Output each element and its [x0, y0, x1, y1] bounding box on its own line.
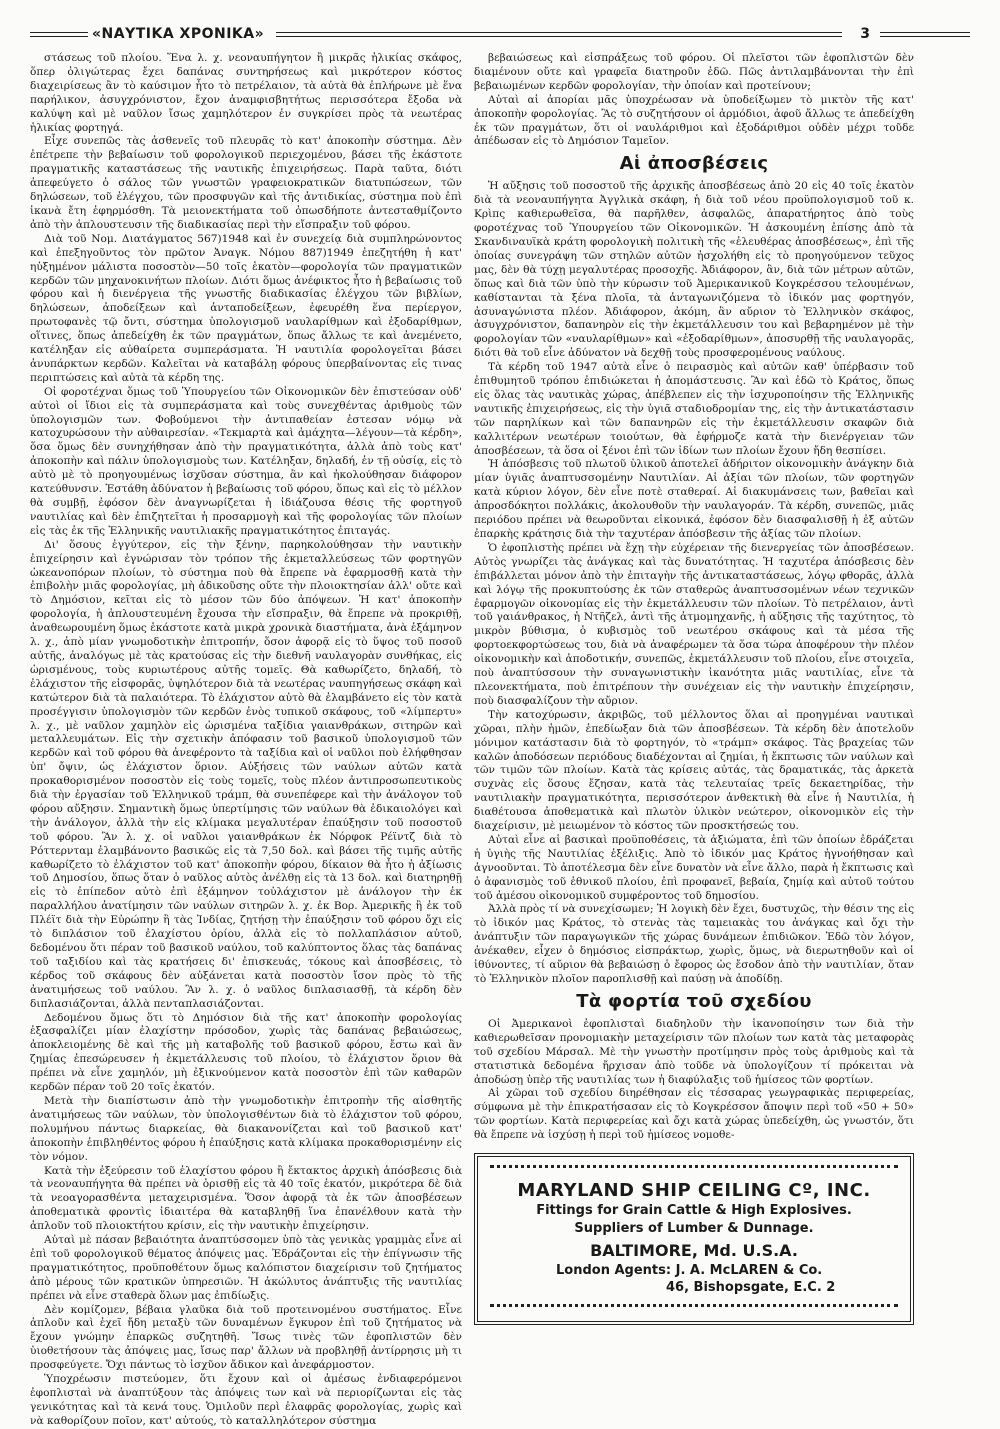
advert-agents: London Agents: J. A. McLAREN & Co. — [556, 1263, 823, 1279]
header-rule-left — [30, 32, 88, 37]
article-paragraph: Ὑποχρέωσιν πιστεύομεν, ὅτι ἔχουν καὶ οἱ ἀμέσως ἐνδιαφερόμενοι ἐφοπλισταὶ νὰ ἀναπτύξουν τὰς ἀπόψεις των καὶ νὰ περιορίζωνται εἰς τὰς γενικότητας καὶ τὰ κενά τους. Ὁμιλοῦν περὶ ἐλαφρᾶς φορολογίας, χωρὶς καὶ νὰ καθορίζουν ποῖον, κατ' αὐτούς, τὸ καταλληλότερον σύστημα — [30, 1373, 462, 1427]
advertisement-box — [474, 1153, 914, 1325]
article-paragraph: Διὰ τοῦ Νομ. Διατάγματος 567)1948 καὶ ἐν συνεχείᾳ διὰ συμπληρώνοντος καὶ ἐπεξηγοῦντος τὸν πρῶτον Ἀναγκ. Νόμου 887)1949 ἐπεζητήθη ἡ κατ' ηὐξημένον μάλιστα ποσοστὸν—50 τοῖς ἑκατὸν—φορολογία τῶν πραγματικῶν κερδῶν τῶν μηχανοκινήτων πλοίων. Διότι ὅμως ἀνέφικτος ἦτο ἡ βεβαίωσις τοῦ φόρου καὶ ἡ διενέργεια τῆς γνωστῆς διαδικασίας ἐλέγχου τῶν βιβλίων, δηλώσεων, ἀποδείξεων καὶ ἀνταποδείξεων, ἐφευρέθη ἕνα περίεργον, πρωτοφανὲς τῷ ὄντι, σύστημα ὑπολογισμοῦ ναυλαρίθμων καὶ ἐξοδαρίθμων, οἵτινες, ὅπως ἀπεδείχθη ἐκ τῶν πραγμάτων, ὅπως ἄλλως τε καὶ ἀνεμένετο, κατέληξαν εἰς αὐθαίρετα συμπεράσματα. Ἡ ναυτιλία φορολογεῖται βάσει ἀνυπάρκτων κερδῶν. Καλεῖται νὰ καταβάλῃ φόρους ὑπερβαίνοντας εἰς τινας περιπτώσεις καὶ αὐτὰ τὰ κέρδη της. — [30, 232, 462, 384]
section-title-depreciation: Αἱ ἀποσβέσεις — [619, 153, 769, 175]
article-paragraph: στάσεως τοῦ πλοίου. Ἕνα λ. χ. νεοναυπήγητον ἢ μικρᾶς ἡλικίας σκάφος, ὅπερ ὀλιγώτερας ἔχει δαπάνας συντηρήσεως καὶ μικρότερον κόστος διαχειρίσεως ἂν τὸ καύσιμον ἦτο τὸ πετρέλαιον, τὰ αὐτὰ θὰ ἐπλήρωνε μὲ ἕνα παρήλικον, ἀσυγχρόνιστον, ἔχον ἀναμφισβητήτως περισσότερα ἔξοδα νὰ καλύψη καὶ μὲ ναῦλον ἴσως χαμηλότερον ἐν συγκρίσει πρὸς τὰ νεωτέρας ἡλικίας φορτηγά. — [30, 52, 462, 134]
article-paragraph: Τὴν κατοχύρωσιν, ἀκριβῶς, τοῦ μέλλοντος ὅλαι αἱ προηγμέναι ναυτικαὶ χῶραι, πλὴν ἡμῶν, ἐπεδίωξαν διὰ τῶν ἀποσβέσεων. Τὰ κέρδη δὲν ἀποτελοῦν μόνιμον κατάστασιν διὰ τὸ φορτηγόν, τὸ «τράμπ» σκάφος. Τὰς βραχείας τῶν καλῶν ἀποδόσεων περιόδους διαδέχονται αἱ ζημίαι, ἡ ἔκπτωσις τῶν ναύλων καὶ τῶν τιμῶν τῶν πλοίων. Κατὰ τὰς κρίσεις αὐτάς, τὰς δραματικάς, τὰς ἀρκετὰ συχνὰς εἰς ὅσους ἔζησαν, κατὰ τὰς τελευταίας τρεῖς δεκαετηρίδας, τὴν ναυτιλιακὴν πραγματικότητα, περισσότερον ἀνθεκτικὴ θὰ εἶνε ἡ Ναυτιλία, ἡ διαθέτουσα ἀποθεματικὰ καὶ πλωτὸν ὑλικὸν νεώτερον, οἰκονομικὸν εἰς τὴν διαχείρισιν, μὲ μειωμένον τὸ κόστος τῶν προσκτήσεώς του. — [474, 708, 914, 833]
advert-border-top — [490, 1165, 898, 1174]
advert-line: Suppliers of Lumber & Dunnage. — [574, 1221, 814, 1237]
article-paragraph: Αἱ χῶραι τοῦ σχεδίου διηρέθησαν εἰς τέσσαρας γεωγραφικὰς περιφερείας, σύμφωνα μὲ τὴν ἐπικρατήσασαν εἰς τὸ Κογκρέσσον ἄποψιν περὶ τοῦ «50 + 50» τῶν φορτίων. Κατὰ περιφερείας καὶ ὄχι κατὰ χώρας ὑπεδείχθη, ὡς γνωστόν, ὅτι θὰ ἔπρεπε νὰ ἰσχύσῃ ἡ περὶ τοῦ ἡμίσεος νομοθε- — [474, 1087, 914, 1142]
article-paragraph: Εἶχε συνεπῶς τὰς ἀσθενεῖς τοῦ πλευρᾶς τὸ κατ' ἀποκοπὴν σύστημα. Δὲν ἐπέτρεπε τὴν βεβαίωσιν τοῦ φορολογικοῦ περιεχομένου, βάσει τῆς ἑκάστοτε πραγματικῆς καταστάσεως τῆς ναυτικῆς ἐπιχειρήσεως. Παρὰ ταῦτα, διότι ἀπεφεύγετο ὁ σάλος τῶν γνωστῶν γραφειοκρατικῶν διατυπώσεων, τῶν δηλώσεων, τοῦ ἐλέγχου, τῶν προσφυγῶν καὶ τῆς ἀντιδικίας, σύστημα ποὺ ἐπὶ ἱκανὰ ἔτη ἐφηρμόσθη. Τὰ μειονεκτήματα τοῦ ὁπωσδήποτε ἀντεσταθμίζοντο ἀπὸ τὴν ἁπλουστευσιν τῆς διαδικασίας περὶ τὴν εἴσπραξιν τοῦ φόρου. — [30, 135, 462, 231]
article-paragraph: Οἱ φοροτέχναι ὅμως τοῦ Ὑπουργείου τῶν Οἰκονομικῶν δὲν ἐπιστεύσαν οὐδ' αὐτοὶ οἱ ἴδιοι εἰς τὰ συμπεράσματα καὶ τοὺς συνεχθέντας ἀριθμοὺς τῶν ὑπολογισμῶν των. Φοβούμενοι τὴν ἀντιπαθείαν ἐστεσαν νόμῳ νὰ κατοχυρώσουν τὴν αὐθαιρεσίαν. «Τεκμαρτὰ καὶ ἁμάχητα—λέγουν—τὰ κέρδη», ὅσα ὅμως δὲν συνηχήθησαν ἀπὸ τὴν πραγματικότητα, ἀλλὰ ἀπὸ τοὺς κατ' ἀποκοπὴν καὶ πάλιν ὑπολογισμοὺς των. Κατέληξαν, δηλαδή, ἐν τῇ οὐσίᾳ, εἰς τὸ αὐτὸ μὲ τὸ προηγουμένως ἰσχῦσαν σύστημα, ἂν καὶ ἠκολούθησαν διάφορον κατεύθυνσιν. Ἐστάθη ἀδύνατον ἡ βεβαίωσις τοῦ φόρου, ὅπως καὶ εἰς τὸ μέλλον θὰ συμβῇ, ἐφόσον δὲν ἀναγνωρίζεται ἡ ἰδιάζουσα θέσις τῆς φορτηγοῦ ναυτιλίας καὶ δὲν ἐπιζητεῖται ἡ προσαρμογὴ καὶ τῆς φορολογίας τῶν πλοίων εἰς τὰς ἐκ τῆς Ἑλληνικῆς ναυτιλιακῆς πραγματικότητος ἐπιταγάς. — [30, 385, 463, 537]
page-header — [30, 22, 970, 46]
page-number: 3 — [860, 26, 870, 42]
header-rule-right — [880, 32, 970, 37]
article-paragraph: Κατὰ τὴν ἐξεύρεσιν τοῦ ἐλαχίστου φόρου ἢ ἔκτακτος ἀρχικὴ ἀπόσβεσις διὰ τὰ νεοναυπήγητα θὰ πρέπει νὰ ὁρισθῇ εἰς τὰ 40 τοῖς ἑκατόν, μικρότερα δὲ διὰ τὰ νεοαγορασθέντα μεταχειρισμένα. Ὅσον ἀφορᾷ τὰ ἐκ τῶν ἀποσβέσεων ἀποθεματικὰ φροντὶς ἰδιαιτέρα θὰ καταβληθῇ ἵνα ἐπανέλθουν κατὰ τὴν ἁπλοῦν τοῦ πλοιοκτήτου κρίσιν, εἰς τὴν ναυτικὴν ἐπιχείρησιν. — [30, 1164, 462, 1233]
article-paragraph: Δι' ὅσους ἐγγύτερον, εἰς τὴν ξένην, παρηκολούθησαν τὴν ναυτικὴν ἐπιχείρησιν καὶ ἐγνώρισαν τὸν τρόπον τῆς ἐκμεταλλεύσεως τῶν φορτηγῶν ὠκεανοπόρων πλοίων, τὸ σύστημα ποὺ θὰ ἔπρεπε νὰ ἐφαρμοσθῇ κατὰ τὴν ἐπιβολὴν μιᾶς φορολογίας, μὴ ἀδικοῦσης οὔτε τὴν πλοιοκτησίαν ἀλλ' οὔτε καὶ τὸ Δημόσιον, κεῖται εἰς τὸ μέσον τῶν δύο ἀπόψεων. Ἡ κατ' ἀποκοπὴν φορολογία, ἡ ἁπλουστευμένη ἔχουσα τὴν εἴσπραξιν, θὰ ἔπρεπε νὰ προκριθῇ, ἀναθεωρουμένη ὅμως ἑκάστοτε κατὰ μικρὰ χρονικὰ διαστήματα, ἀνὰ ἑξάμηνον λ. χ., ἀπὸ μίαν γνωμοδοτικὴν ἐπιτροπήν, ὅσον ἀφορᾷ εἰς τὸ ὕψος τοῦ ποσοῦ αὐτῆς, ἀναλόγως μὲ τὰς κρατούσας εἰς τὴν διεθνῆ ναυλαγορὰν συνθήκας, εἰς ὡρισμένους, τοὺς κυριωτέρους αὐτῆς τομεῖς. Θὰ καθωρίζετο, δηλαδή, τὸ ἐλάχιστον τῆς εἰσφορᾶς, ὑψηλότερον διὰ τὰ νεωτέρας ναυπηγήσεως σκάφη καὶ κατώτερον διὰ τὰ παλαιότερα. Τὸ ἐλάχιστον αὐτὸ θὰ ἐλαμβάνετο εἰς τὸν κατὰ προσέγγισιν ὑπολογισμὸν τῶν κερδῶν ἐνὸς τυπικοῦ σκάφους, τοῦ «λίμπερτυ» λ. χ., μὲ ναῦλον χαμηλὸν εἰς ὡρισμένα ταξίδια γαιανθράκων, σιτηρῶν καὶ μεταλλευμάτων. Εἰς τὴν σχετικὴν ἀπόφασιν τοῦ βασικοῦ ὑπολογισμοῦ τῶν κερδῶν καὶ τοῦ φόρου θὰ ἀνεφέροντο τὰ ταξίδια καὶ οἱ ναῦλοι ποὺ ἐλήφθησαν ὑπ' ὄψιν, ὡς ἐλάχιστον ὅριον. Αὐξήσεις τῶν ναύλων αὐτῶν κατὰ προκαθορισμένον ποσοστὸν εἰς τοὺς τομεῖς, τοὺς πλέον ἀντιπροσωπευτικοὺς διὰ τὴν ἐργασίαν τοῦ Ἑλληνικοῦ τράμπ, θὰ συνεπέφερε καὶ τὴν ἀνάλογον τοῦ φόρου αὔξησιν. Σημαντικὴ ὅμως ὑπερτίμησις τῶν ναύλων θὰ ἐδικαιολόγει καὶ τὴν ἀνάλογον, ἀλλὰ τὴν εἰς κλίμακα μεγαλυτέραν ἐπαύξησιν τοῦ ποσοστοῦ τοῦ φόρου. Ἂν λ. χ. οἱ ναῦλοι γαιανθράκων ἐκ Νόρφοκ Ρέϊντζ διὰ τὸ Ρόττερνταμ ἐλαμβάνοντο βασικῶς εἰς τὰ 7,50 δολ. καὶ βάσει τῆς τιμῆς αὐτῆς καθωρίζετο τὸ ἐλάχιστον τοῦ κατ' ἀποκοπὴν φόρου, δίκαιον θὰ ἦτο ἡ ἀξίωσις τοῦ Δημοσίου, ὅπως ὅταν ὁ ναῦλος αὐτὸς ἀνέλθῃ εἰς τὰ 13 δολ. καὶ διατηρηθῇ εἰς τὸ ἐπίπεδον αὐτὸ ἐπὶ ἑξάμηνον τοὐλάχιστον μὲ ἀνάλογον τὴν ἐκ παραλλήλου ἀνατίμησιν τῶν ναύλων σιτηρῶν λ. χ. ἐκ Βορ. Ἀμερικῆς ἢ ἐκ τοῦ Πλέϊτ διὰ τὴν Εὐρώπην ἢ τὰς Ἰνδίας, ζητήσῃ τὴν ἐπαύξησιν τοῦ φόρου ὄχι εἰς τὸ διπλάσιον τοῦ ἐλαχίστου ὁρίου, ἀλλὰ εἰς τὸ πολλαπλάσιον αὐτοῦ, δεδομένου ὅτι πέραν τοῦ βασικοῦ ναύλου, τοῦ καλύπτοντος ὅλας τὰς δαπάνας τοῦ ταξιδίου καὶ τὰς κρατήσεις δι' ἐπισκευάς, τόκους καὶ ἀποσβέσεις, τὸ κέρδος τοῦ σκάφους δὲν αὐξάνεται κατὰ ποσοστὸν ἴσον πρὸς τὸ τῆς ἀνατιμήσεως τοῦ ναύλου. Ἂν λ. χ. ὁ ναῦλος διπλασιασθῇ, τὰ κέρδη δὲν διπλασιάζονται, ἀλλὰ πενταπλασιάζονται. — [30, 538, 462, 1010]
article-paragraph: Αὐταὶ εἶνε αἱ βασικαὶ προϋποθέσεις, τὰ ἀξιώματα, ἐπὶ τῶν ὁποίων ἐδράζεται ἡ ὑγιὴς τῆς Ναυτιλίας ἐξέλιξις. Ἀπὸ τὸ ἰδικόν μας Κράτος ἠγνοήθησαν καὶ ἀγνοοῦνται. Τὸ ἀποτέλεσμα δὲν εἶνε δυνατὸν νὰ εἶνε ἄλλο, παρὰ ἡ ἔκπτωσις καὶ ὁ ἀφανισμὸς τοῦ ἐθνικοῦ πλοίου, ἐπὶ προφανεῖ, βεβαία, ζημίᾳ καὶ αὐτοῦ τούτου τοῦ ἀμέσου οἰκονομικοῦ συμφέροντος τοῦ δημοσίου. — [474, 833, 914, 902]
article-paragraph: Αὐταὶ μὲ πάσαν βεβαιότητα ἀναπτύσσομεν ὑπὸ τὰς γενικὰς γραμμὰς εἶνε αἱ ἐπὶ τοῦ φορολογικοῦ θέματος ἀπόψεις μας. Ἐδράζονται εἰς τὴν ἐπίγνωσιν τῆς πραγματικότητος, προϋποθέτουν ὅμως καλόπιστον διαχείρισιν τοῦ ζητήματος ἀπὸ μέρους τῶν κρατικῶν ὑπηρεσιῶν. Ἡ ἀκώλυτος ἀνάπτυξις τῆς ναυτιλίας πρέπει νὰ εἶνε σταθερὰ ὅλων μας ἐπιδίωξις. — [30, 1234, 462, 1302]
article-paragraph: Τὰ κέρδη τοῦ 1947 αὐτὰ εἶνε ὁ πειρασμὸς καὶ αὐτῶν καθ' ὑπέρβασιν τοῦ ἐπιθυμητοῦ τρόπου ἐπιδιώκεται ἡ ἀπομάστευσις. Ἂν καὶ ἐδῶ τὸ Κράτος, ὅπως εἰς ὅλας τὰς ναυτικὰς χώρας, ἀπέβλεπεν εἰς τὴν ἰσχυροποίησιν τῆς Ἑλληνικῆς ναυτικῆς ἐπιχειρήσεως, εἰς τὴν ὑγιᾶ σταδιοδρομίαν της, εἰς τὴν ἀντικατάστασιν τῶν παρηλίκων καὶ τῶν δαπανηρῶν εἰς τὴν ἐκμετάλλευσιν σκαφῶν διὰ καλλιτέρων νεωτέρων τοιούτων, θὰ ἐφήρμοζε κατὰ τὴν διενέργειαν τῶν ἀποσβέσεων, τὰ ὅσα οἱ ξένοι ἐπὶ τῶν ἰδίων των πλοίων ἔχουν ἤδη θεσπίσει. — [474, 361, 914, 457]
article-paragraph: Δεδομένου ὅμως ὅτι τὸ Δημόσιον διὰ τῆς κατ' ἀποκοπὴν φορολογίας ἐξασφαλίζει μίαν ἐλαχίστην πρόσοδον, χωρὶς τὰς δαπάνας βεβαιώσεως, ἀποκλειομένης δὲ καὶ τῆς μὴ καταβολῆς τοῦ βασικοῦ φόρου, ἔστω καὶ ἂν ζημίας ἐπεσώρευσεν ἡ ἐκμετάλλευσις τοῦ πλοίου, τὸ ἐλάχιστον ὅριον θὰ πρέπει νὰ εἶνε χαμηλόν, μὴ ἐξικνούμενον κατὰ ποσοστὸν ἐπὶ τῶν καθαρῶν κερδῶν πέραν τοῦ 20 τοῖς ἑκατόν. — [30, 1011, 462, 1094]
article-paragraph: βεβαιώσεως καὶ εἰσπράξεως τοῦ φόρου. Οἱ πλεῖστοι τῶν ἐφοπλιστῶν δὲν διαμένουν οὔτε καὶ γραφεῖα διατηροῦν ἐδῶ. Πῶς ἀντιλαμβάνονται τὴν ἐπὶ βεβαιωμένων κερδῶν φορολογίαν, τὴν ὁποίαν καὶ προτείνουν; — [474, 52, 914, 92]
article-paragraph: Δὲν κομίζομεν, βέβαια γλαῦκα διὰ τοῦ προτεινομένου συστήματος. Εἶνε ἁπλοῦν καὶ ἐχεῖ ἤδη μεταξὺ τῶν δυναμένων ἔγκυρον ἐπὶ τοῦ ζητήματος νὰ ἔχουν γνώμην ἐπαρκῶς συζητηθῆ. Ἴσως τινὲς τῶν ἐφοπλιστῶν δὲν ὑιοθετήσουν τὰς ἀπόψεις μας, ἴσως παρ' ἄλλων νὰ προβληθῇ ἀντίρρησις μὴ τι προσφεύγετε. Ὄχι πάντως τὸ ἰσχῦον ἄδικον καὶ ἀνεφάρμοστον. — [30, 1303, 462, 1372]
article-paragraph: Μετὰ τὴν διαπίστωσιν ἀπὸ τὴν γνωμοδοτικὴν ἐπιτροπὴν τῆς αἰσθητῆς ἀνατιμήσεως τῶν ναύλων, τὸν ὑπολογισθέντων διὰ τὸ ἐλάχιστον τοῦ φόρου, πολυμήνου πάντως διαρκείας, θὰ διακανονίζεται καὶ τοῦ βασικοῦ κατ' ἀποκοπὴν ἐπιβληθέντος φόρου ἡ ἐπαύξησις κατὰ κλίμακα προκαθορισμένην εἰς τὸν νόμον. — [30, 1094, 462, 1163]
article-paragraph: Αὐταὶ αἱ ἀπορίαι μᾶς ὑποχρέωσαν νὰ ὑποδείξωμεν τὸ μικτὸν τῆς κατ' ἀποκοπὴν φορολογίας. Ἂς τὸ συζητήσουν οἱ ἁρμόδιοι, ἀφοῦ ἄλλως τε ἀπεδείχθη ἐκ τῶν πραγμάτων, ὅτι οἱ ναυλάριθμοι καὶ ἐξοδάριθμοι οὐδὲν μέχρι τοῦδε ἀπέδωσαν εἰς τὸ Δημόσιον Ταμεῖον. — [474, 93, 914, 148]
right-column — [474, 52, 914, 1296]
article-paragraph: Ἡ ἀπόσβεσις τοῦ πλωτοῦ ὑλικοῦ ἀποτελεῖ ἀδήριτον οἰκονομικὴν ἀνάγκην διὰ μίαν ὑγιᾶς ἀναπτυσσομένην Ναυτιλίαν. Αἱ ἀξίαι τῶν πλοίων, τῶν φορτηγῶν κατὰ κύριον λόγον, δὲν εἶνε ποτὲ σταθεραί. Αἱ διακυμάνσεις των, βαθεῖαι καὶ ἀπροσδόκητοι πολλάκις, ἀκολουθοῦν τὴν ναυλαγοράν. Τὰ κέρδη, συνεπῶς, μιᾶς περιόδου πρέπει νὰ θεωροῦνται εἰκονικά, ἐφόσον δὲν διασφαλισθῇ ἡ ἐξ αὐτῶν ἐπαρκὴς κράτησις διὰ τὴν ταχυτέραν ἀπόσβεσιν τῆς ἀξίας τῶν πλοίων. — [474, 458, 914, 540]
header-rule-middle — [276, 32, 842, 37]
article-paragraph: Ἡ αὔξησις τοῦ ποσοστοῦ τῆς ἀρχικῆς ἀποσβέσεως ἀπὸ 20 εἰς 40 τοῖς ἑκατὸν διὰ τὰ νεοναυπήγητα Ἀγγλικὰ σκάφη, ἡ διὰ τοῦ νέου προϋπολογισμοῦ τοῦ κ. Κρὶπς καθιερωθεῖσα, θὰ παρῆλθεν, ἀσφαλῶς, ἀπαρατήρητος ἀπὸ τοὺς φοροτέχνας τοῦ Ὑπουργείου τῶν Οἰκονομικῶν. Ἡ ἀσκουμένη ἐπίσης ἀπὸ τὰ Σκανδιναυϊκὰ κράτη φορολογικὴ πολιτικὴ τῆς «ἐλευθέρας ἀποσβέσεως», ἐπὶ τῆς ὁποίας συνεγράψη τῶν στηλῶν αὐτῶν ἠσχολήθη εἰς τὸ προηγούμενον τεῦχος μας, δὲν θὰ τύχῃ μεγαλυτέρας προσοχῆς. Ἀδιάφορον, ἂν, διὰ τῶν μέτρων αὐτῶν, ὅπως καὶ διὰ τῶν ὑπὸ τὴν κύρωσιν τοῦ Ἀμερικανικοῦ Κογκρέσσου τελουμένων, καθίστανται τὰ ξένα πλοῖα, τὰ ἀνταγωνιζόμενα τὸ ἰδικόν μας φορτηγόν, ἀσυναγώνιστα πλέον. Ἀδιάφορον, ἀκόμη, ἂν αὔριον τὸ Ἑλληνικὸν σκάφος, ἀσυγχρόνιστον, δαπανηρὸν εἰς τὴν ἐκμετάλλευσιν του καὶ βεβαρημένον μὲ τὴν φορολογίαν τῶν «ναυλαρίθμων» καὶ «ἐξοδαρίθμων», ἀποσυρθῇ τῆς ναυλαγορᾶς, διότι θὰ τοῦ εἶνε ἀδύνατον νὰ δεχθῇ τοὺς προσφερομένους ναύλους. — [474, 180, 914, 360]
advert-company: MARYLAND SHIP CEILING Cº, INC. — [517, 1180, 871, 1202]
article-paragraph: Ὁ ἐφοπλιστὴς πρέπει νὰ ἔχῃ τὴν εὐχέρειαν τῆς διενεργείας τῶν ἀποσβέσεων. Αὐτὸς γνωρίζει τὰς ἀνάγκας καὶ τὰς δυνατότητας. Ἡ ταχυτέρα ἀπόσβεσις δὲν ἐπιβάλλεται μόνον ἀπὸ τὴν ἐπιταγὴν τῆς ἀντικαταστάσεως, λόγῳ φθορᾶς, ἀλλὰ καὶ λόγῳ τῆς προκυπτούσης ἐκ τῶν σταθερῶς ἀναπτυσσομένων νέων τεχνικῶν ἐφαρμογῶν οἰκονομίας εἰς τὴν ἐκμετάλλευσιν τῶν πλοίων. Τὸ πετρέλαιον, ἀντὶ τοῦ γαιάνθρακος, ἡ Ντῆζελ, ἀντὶ τῆς ἀτμομηχανῆς, ἡ αὔξησις τῆς ταχύτητος, τὸ μικρὸν βύθισμα, ὁ κυβισμὸς τοῦ νεωτέρου σκάφους καὶ τὰ μέσα τῆς φορτοεκφορτώσεως του, διὰ νὰ ἀναφέρωμεν τὰ ὅσα τώρα ἀποφέρουν τὴν πλέον οἰκονομικὴν καὶ ἀποδοτικήν, συνεπῶς, ἐκμετάλλευσιν τοῦ πλοίου, εἶνε στοιχεῖα, ποὺ ἀναπτύσσουν τὴν συναγωνιστικὴν ἱκανότητα μιᾶς ναυτιλίας, εἶνε τὰ πλεονεκτήματα, ποὺ ἐπιτρέπουν τὴν συνέχειαν εἰς τὴν ναυτικὴν ἐπιχείρησιν, ποὺ διασφαλίζουν τὴν αὔριον. — [474, 541, 914, 707]
article-paragraph: Οἱ Ἀμερικανοὶ ἐφοπλισταὶ διαδηλοῦν τὴν ἱκανοποίησιν των διὰ τὴν καθιερωθεῖσαν προνομιακὴν μεταχείρισιν τῶν πλοίων των κατὰ τὰς μεταφορὰς τοῦ σχεδίου Μάρσαλ. Μὲ τὴν γνωστὴν προτίμησιν πρὸς τοὺς ἀριθμοὺς καὶ τὰ στατιστικὰ δεδομένα ἤρχισαν ἀπὸ τοῦδε νὰ ὑπολογίζουν τί πρόκειται νὰ ἀποδώσῃ ὑπὲρ τῆς ναυτιλίας των ἡ διαφύλαξις τοῦ ἡμίσεος τῶν φορτίων. — [474, 1017, 914, 1086]
masthead-title: «ΝΑΥΤΙΚΑ ΧΡΟΝΙΚΑ» — [92, 26, 265, 42]
left-column — [30, 52, 463, 1427]
advert-city: BALTIMORE, Md. U.S.A. — [590, 1241, 798, 1261]
advert-line: Fittings for Grain Cattle & High Explosives. — [536, 1203, 852, 1219]
advert-address: 46, Bishopsgate, E.C. 2 — [666, 1280, 836, 1296]
advert-border-bottom — [490, 1304, 898, 1313]
article-paragraph: Ἀλλὰ πρὸς τί νὰ συνεχίσωμεν; Ἡ λογικὴ δὲν ἔχει, δυστυχῶς, τὴν θέσιν της εἰς τὸ ἰδικόν μας Κράτος, τὸ στενὰς τὰς ταμειακὰς του ἀνάγκας καὶ ὄχι τὴν ἀνάπτυξιν τῶν παραγωγικῶν τῆς χώρας δυνάμεων ἐπιδιῶκον. Ἐδῶ τὸν λόγον, ἀνέκαθεν, εἶχεν ὁ δημόσιος εἰσπράκτωρ, χωρὶς, ὅμως, νὰ διερωτηθοῦν καὶ οἱ ἰθύνοντες, τί αὔριον θὰ βεβαιώσῃ ὁ ἔφορος ὡς ἔσοδον ἀπὸ τὴν ναυτιλίαν, ὅταν τὸ Ἑλληνικὸν πλοῖον παροπλισθῇ καὶ παύσῃ νὰ ἀποδίδῃ. — [474, 903, 914, 985]
section-title-plan-cargoes: Τὰ φορτία τοῦ σχεδίου — [576, 990, 812, 1012]
